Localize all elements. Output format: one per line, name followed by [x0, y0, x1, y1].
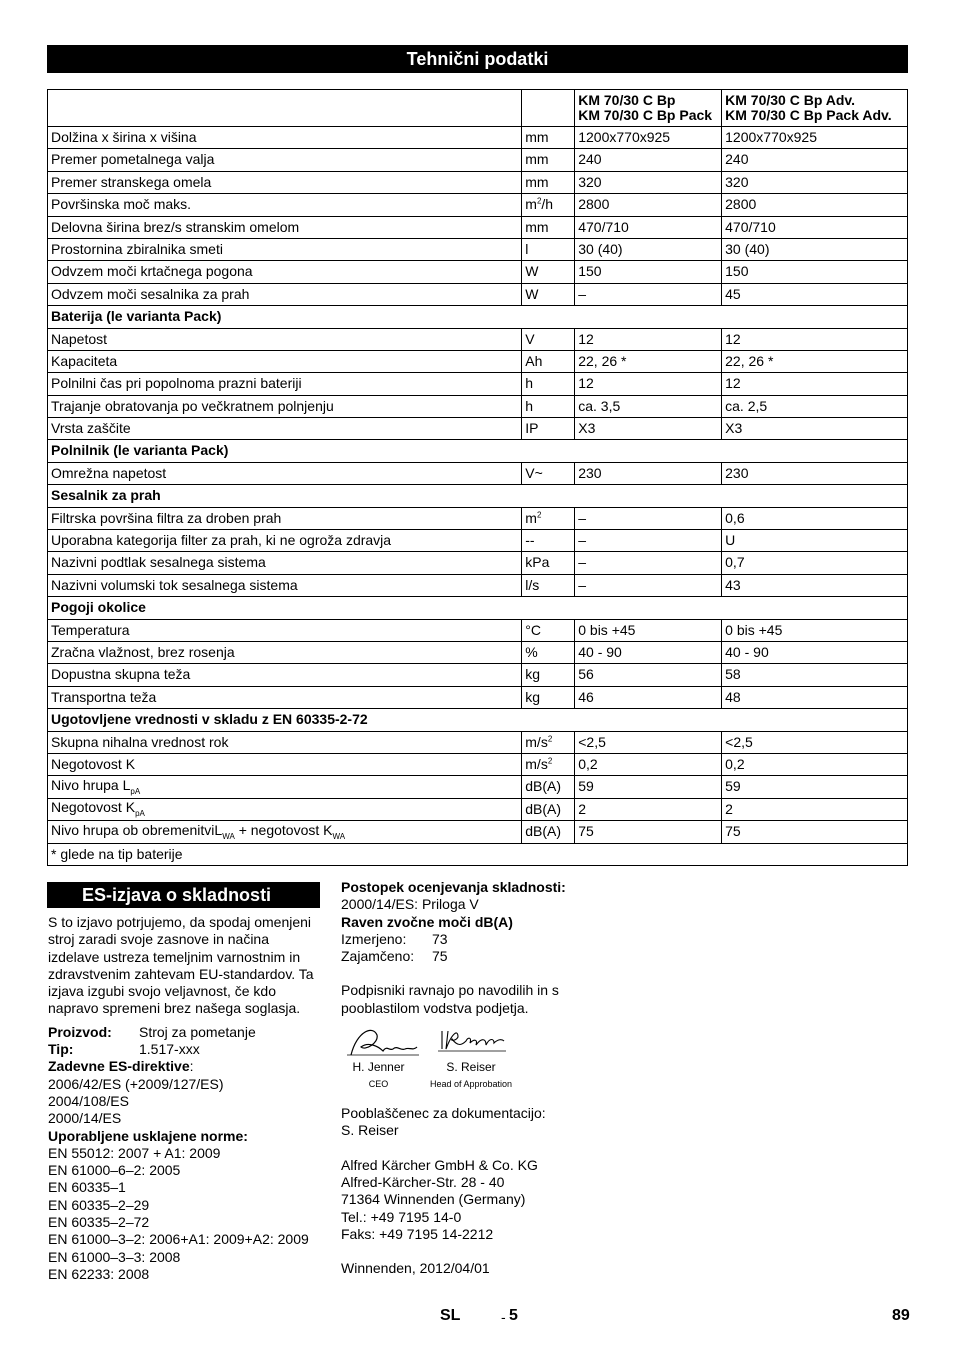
product-label: Proizvod: — [48, 1023, 112, 1040]
measured-value: 73 — [432, 930, 448, 947]
row-label: Transportna teža — [48, 686, 522, 708]
row-value-model-2: 12 — [722, 373, 908, 395]
section-label: Baterija (le varianta Pack) — [48, 306, 908, 328]
row-value-model-1: 2800 — [575, 194, 722, 216]
section-label: Sesalnik za prah — [48, 485, 908, 507]
row-unit: -- — [522, 530, 575, 552]
table-row — [48, 261, 908, 283]
row-unit: mm — [522, 149, 575, 171]
section-label: Ugotovljene vrednosti v skladu z EN 60335-2-72 — [48, 709, 908, 731]
row-label: Napetost — [48, 328, 522, 350]
row-unit: mm — [522, 171, 575, 193]
row-value-model-2: <2,5 — [722, 731, 908, 753]
guaranteed-row — [341, 948, 631, 965]
table-row — [48, 418, 908, 440]
table-row — [48, 574, 908, 596]
table-row — [48, 664, 908, 686]
row-value-model-1: 0 bis +45 — [575, 619, 722, 641]
row-value-model-1: – — [575, 283, 722, 305]
row-label: Nazivni volumski tok sesalnega sistema — [48, 574, 522, 596]
norm-item: EN 61000–3–2: 2006+A1: 2009+A2: 2009 — [48, 1231, 309, 1248]
doc-rep-label: Pooblaščenec za dokumentacijo: — [341, 1105, 546, 1122]
norm-item: EN 55012: 2007 + A1: 2009 — [48, 1144, 221, 1161]
row-value-model-2: 22, 26 * — [722, 350, 908, 372]
section-row — [48, 440, 908, 462]
signer-jenner: H. Jenner CEO — [352, 1060, 405, 1090]
table-row — [48, 127, 908, 149]
signers-note: Podpisniki ravnajo po navodilih in s pooblastilom vodstva podjetja. — [341, 982, 559, 1016]
row-label: Nivo hrupa ob obremenitviL$_{WA}$ + negotovost $K_{WA}$ — [48, 821, 522, 843]
header-label-cell — [48, 90, 522, 127]
row-label: Nivo hrupa $L_{pA}$ — [48, 776, 522, 798]
row-value-model-1: 240 — [575, 149, 722, 171]
row-value-model-1: 320 — [575, 171, 722, 193]
directive-item: 2004/108/ES — [48, 1092, 129, 1109]
norm-item: EN 60335–2–72 — [48, 1214, 150, 1231]
row-value-model-2: 59 — [722, 776, 908, 798]
table-row — [48, 350, 908, 372]
row-value-model-1: – — [575, 552, 722, 574]
section-row — [48, 306, 908, 328]
row-value-model-2: 2800 — [722, 194, 908, 216]
table-row — [48, 395, 908, 417]
row-value-model-2: ca. 2,5 — [722, 395, 908, 417]
directives-list — [48, 1076, 323, 1128]
row-value-model-2: 75 — [722, 821, 908, 843]
row-label: Dopustna skupna teža — [48, 664, 522, 686]
row-unit: dB(A) — [522, 776, 575, 798]
row-unit: dB(A) — [522, 798, 575, 820]
es-right-column — [341, 879, 631, 1277]
row-value-model-1: 1200x770x925 — [575, 127, 722, 149]
row-value-model-2: 0 bis +45 — [722, 619, 908, 641]
row-unit: kg — [522, 686, 575, 708]
table-row — [48, 373, 908, 395]
row-unit: $m/s^2$ — [522, 731, 575, 753]
directives-heading: Zadevne ES-direktive: — [48, 1058, 194, 1075]
company-tel: Tel.: +49 7195 14-0 — [341, 1208, 462, 1225]
signature-reiser-icon — [436, 1023, 511, 1058]
row-label: Polnilni čas pri popolnoma prazni bateriji — [48, 373, 522, 395]
row-label: Kapaciteta — [48, 350, 522, 372]
row-value-model-2: 0,6 — [722, 507, 908, 529]
section-row — [48, 485, 908, 507]
row-label: Skupna nihalna vrednost rok — [48, 731, 522, 753]
table-row — [48, 238, 908, 260]
row-value-model-1: – — [575, 530, 722, 552]
row-value-model-2: 45 — [722, 283, 908, 305]
row-unit: V~ — [522, 462, 575, 484]
row-label: Prostornina zbiralnika smeti — [48, 238, 522, 260]
table-row — [48, 283, 908, 305]
section-label: Polnilnik (le varianta Pack) — [48, 440, 908, 462]
table-row — [48, 731, 908, 753]
row-unit: h — [522, 395, 575, 417]
row-value-model-1: 470/710 — [575, 216, 722, 238]
table-row — [48, 149, 908, 171]
place-date: Winnenden, 2012/04/01 — [341, 1260, 490, 1277]
norm-item: EN 60335–2–29 — [48, 1196, 150, 1213]
row-value-model-2: 470/710 — [722, 216, 908, 238]
row-unit: l/s — [522, 574, 575, 596]
norms-heading: Uporabljene usklajene norme: — [48, 1127, 248, 1144]
row-value-model-2: 0,2 — [722, 753, 908, 775]
company-name: Alfred Kärcher GmbH & Co. KG — [341, 1156, 538, 1173]
row-value-model-2: 58 — [722, 664, 908, 686]
row-value-model-1: 230 — [575, 462, 722, 484]
row-unit: l — [522, 238, 575, 260]
company-street: Alfred-Kärcher-Str. 28 - 40 — [341, 1173, 505, 1190]
row-label: Premer stranskega omela — [48, 171, 522, 193]
row-value-model-2: 43 — [722, 574, 908, 596]
directive-item: 2006/42/ES (+2009/127/ES) — [48, 1075, 224, 1092]
row-unit: °C — [522, 619, 575, 641]
row-value-model-1: 12 — [575, 373, 722, 395]
norm-item: EN 61000–3–3: 2008 — [48, 1248, 181, 1265]
measured-label: Izmerjeno: — [341, 930, 407, 947]
footer-dash: - — [501, 1309, 506, 1325]
row-value-model-1: <2,5 — [575, 731, 722, 753]
row-unit: $m^2$ — [522, 507, 575, 529]
row-unit: kg — [522, 664, 575, 686]
type-label: Tip: — [48, 1041, 74, 1058]
row-label: Zračna vlažnost, brez rosenja — [48, 641, 522, 663]
signature-jenner-icon — [343, 1021, 423, 1061]
row-unit: dB(A) — [522, 821, 575, 843]
directive-item: 2000/14/ES — [48, 1110, 122, 1127]
es-intro: S to izjavo potrjujemo, da spodaj omenjeni stroj zaradi svoje zasnove in načina izdelave ustreza temeljnim varnostnim in zdravstvenim zahtevam EU-standardov. Ta izjava izgubi svojo veljavnost, če kdo napravo spremeni brez našega soglasja. — [48, 914, 314, 1017]
row-unit: mm — [522, 127, 575, 149]
row-label: Premer pometalnega valja — [48, 149, 522, 171]
es-declaration-title: ES-izjava o skladnosti — [47, 882, 320, 908]
section-row — [48, 709, 908, 731]
row-value-model-2: 230 — [722, 462, 908, 484]
row-value-model-2: 240 — [722, 149, 908, 171]
table-row — [48, 552, 908, 574]
page-title: Tehnični podatki — [47, 45, 908, 73]
table-row — [48, 462, 908, 484]
table-row — [48, 753, 908, 775]
section-row — [48, 597, 908, 619]
row-value-model-1: 2 — [575, 798, 722, 820]
row-label: Filtrska površina filtra za droben prah — [48, 507, 522, 529]
row-label: Trajanje obratovanja po večkratnem polnjenju — [48, 395, 522, 417]
company-fax: Faks: +49 7195 14-2212 — [341, 1225, 494, 1242]
row-unit: W — [522, 261, 575, 283]
row-value-model-2: 0,7 — [722, 552, 908, 574]
row-value-model-1: – — [575, 507, 722, 529]
row-value-model-1: 46 — [575, 686, 722, 708]
row-value-model-1: 59 — [575, 776, 722, 798]
row-label: Površinska moč maks. — [48, 194, 522, 216]
row-label: Delovna širina brez/s stranskim omelom — [48, 216, 522, 238]
row-label: Odvzem moči sesalnika za prah — [48, 283, 522, 305]
header-model-2: KM 70/30 C Bp Adv. KM 70/30 C Bp Pack Adv. — [722, 90, 908, 127]
header-model-1: KM 70/30 C Bp KM 70/30 C Bp Pack — [575, 90, 722, 127]
doc-rep-name: S. Reiser — [341, 1122, 399, 1139]
table-row — [48, 798, 908, 820]
table-header-row — [48, 90, 908, 127]
row-label: Dolžina x širina x višina — [48, 127, 522, 149]
row-value-model-1: 30 (40) — [575, 238, 722, 260]
row-value-model-2: 2 — [722, 798, 908, 820]
norm-item: EN 61000–6–2: 2005 — [48, 1162, 181, 1179]
row-label: Temperatura — [48, 619, 522, 641]
row-value-model-1: 22, 26 * — [575, 350, 722, 372]
row-unit: $m^2/h$ — [522, 194, 575, 216]
table-row — [48, 530, 908, 552]
note-row — [48, 843, 908, 865]
signer-reiser: S. Reiser Head of Approbation — [429, 1060, 513, 1090]
header-unit-cell — [522, 90, 575, 127]
row-value-model-1: ca. 3,5 — [575, 395, 722, 417]
table-row — [48, 328, 908, 350]
row-value-model-2: 40 - 90 — [722, 641, 908, 663]
product-row — [48, 1024, 323, 1041]
row-label: Vrsta zaščite — [48, 418, 522, 440]
table-row — [48, 776, 908, 798]
row-unit: Ah — [522, 350, 575, 372]
row-unit: IP — [522, 418, 575, 440]
row-label: Negotovost $K_{pA}$ — [48, 798, 522, 820]
row-label: Uporabna kategorija filter za prah, ki ne ogroža zdravja — [48, 530, 522, 552]
signatures — [341, 1021, 631, 1091]
row-value-model-2: 1200x770x925 — [722, 127, 908, 149]
row-unit: mm — [522, 216, 575, 238]
row-unit: V — [522, 328, 575, 350]
row-value-model-1: 0,2 — [575, 753, 722, 775]
row-label: Negotovost K — [48, 753, 522, 775]
row-label: Odvzem moči krtačnega pogona — [48, 261, 522, 283]
es-left-column — [48, 914, 323, 1283]
footnote: * glede na tip baterije — [48, 843, 908, 865]
table-row — [48, 507, 908, 529]
type-row — [48, 1041, 323, 1058]
norm-item: EN 60335–1 — [48, 1179, 126, 1196]
tech-data-table — [47, 89, 908, 866]
row-value-model-2: 150 — [722, 261, 908, 283]
guaranteed-label: Zajamčeno: — [341, 948, 415, 965]
row-value-model-2: 320 — [722, 171, 908, 193]
table-row — [48, 641, 908, 663]
row-value-model-2: 30 (40) — [722, 238, 908, 260]
footer-language: SL — [440, 1307, 461, 1324]
row-value-model-1: 56 — [575, 664, 722, 686]
row-value-model-2: X3 — [722, 418, 908, 440]
table-row — [48, 171, 908, 193]
row-value-model-2: 12 — [722, 328, 908, 350]
row-value-model-1: 40 - 90 — [575, 641, 722, 663]
table-row — [48, 686, 908, 708]
measured-row — [341, 931, 631, 948]
row-unit: kPa — [522, 552, 575, 574]
section-label: Pogoji okolice — [48, 597, 908, 619]
guaranteed-value: 75 — [432, 948, 448, 965]
company-city: 71364 Winnenden (Germany) — [341, 1191, 526, 1208]
row-value-model-1: 150 — [575, 261, 722, 283]
row-unit: W — [522, 283, 575, 305]
row-value-model-2: 48 — [722, 686, 908, 708]
sound-power-label: Raven zvočne moči dB(A) — [341, 913, 513, 930]
procedure-value: 2000/14/ES: Priloga V — [341, 896, 479, 913]
footer-page-number: 89 — [892, 1307, 910, 1324]
row-value-model-2: U — [722, 530, 908, 552]
procedure-label: Postopek ocenjevanja skladnosti: — [341, 879, 566, 895]
row-label: Nazivni podtlak sesalnega sistema — [48, 552, 522, 574]
row-value-model-1: 12 — [575, 328, 722, 350]
row-value-model-1: X3 — [575, 418, 722, 440]
type-value: 1.517-xxx — [139, 1041, 200, 1058]
row-unit: $m/s^2$ — [522, 753, 575, 775]
table-row — [48, 194, 908, 216]
product-value: Stroj za pometanje — [139, 1023, 256, 1040]
norm-item: EN 62233: 2008 — [48, 1265, 150, 1282]
table-row — [48, 619, 908, 641]
table-row — [48, 216, 908, 238]
row-value-model-1: 75 — [575, 821, 722, 843]
row-value-model-1: – — [575, 574, 722, 596]
row-unit: h — [522, 373, 575, 395]
row-label: Omrežna napetost — [48, 462, 522, 484]
table-row — [48, 821, 908, 843]
norms-list — [48, 1145, 323, 1283]
row-unit: % — [522, 641, 575, 663]
footer-section-page: 5 — [509, 1307, 518, 1324]
